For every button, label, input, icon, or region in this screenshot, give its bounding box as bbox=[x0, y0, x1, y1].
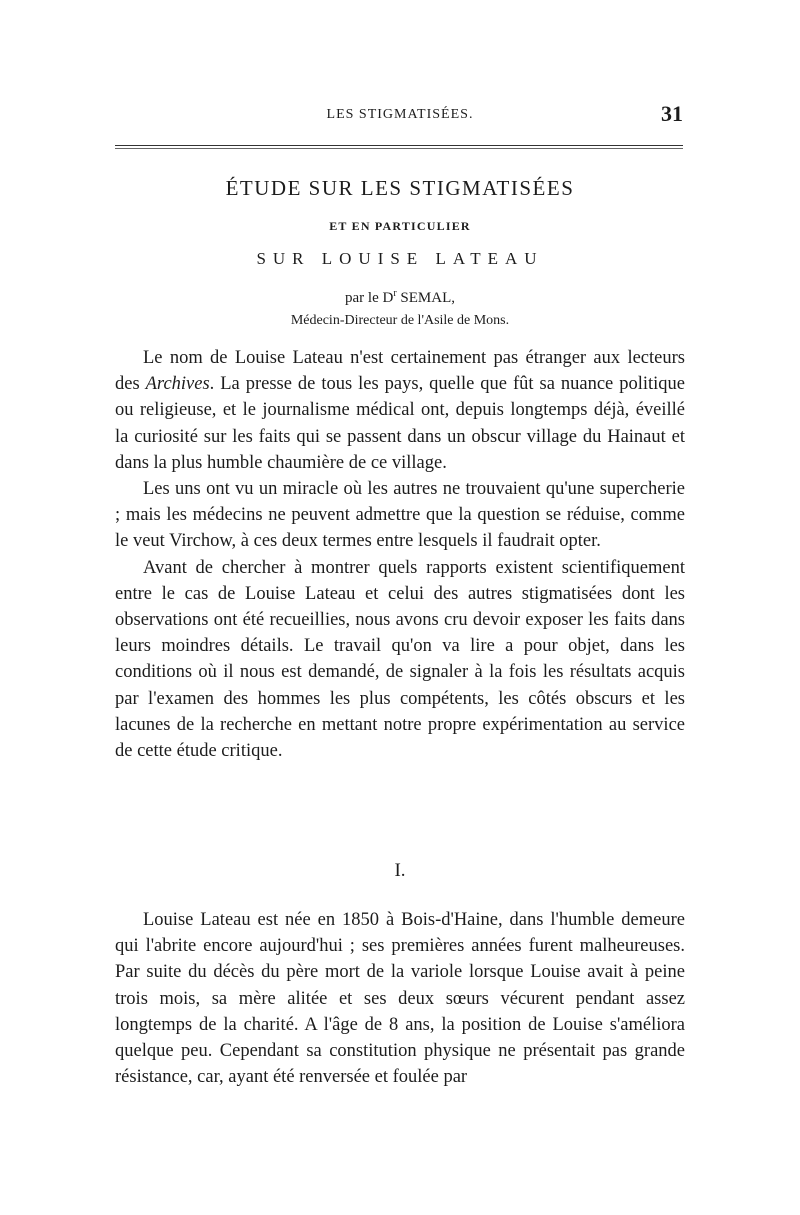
article-title: ÉTUDE SUR LES STIGMATISÉES bbox=[225, 176, 575, 200]
paragraph-1-italic: Archives bbox=[145, 374, 210, 395]
author-line bbox=[115, 288, 685, 307]
section-number: I. bbox=[394, 860, 406, 881]
running-head bbox=[115, 103, 685, 129]
article-subject: SUR LOUISE LATEAU bbox=[256, 249, 544, 268]
paragraph-3: Avant de chercher à montrer quels rapports existent scientifiquement entre le cas de Louise Lateau et celui des autres stigmatisées dont les observations ont été recueillies, nous avons cru devoir exposer les faits dans leurs moindres détails. Le travail qu'on va lire a pour objet, dans les conditions où il nous est demandé, de signaler à la fois les résultats acquis par l'examen des hommes les plus compétents, les côtés obscurs et les lacunes de la recherche en mettant notre propre expérimentation au service de cette étude critique. bbox=[115, 557, 685, 762]
paragraph-1 bbox=[115, 345, 685, 476]
paragraph-4: Louise Lateau est née en 1850 à Bois-d'Haine, dans l'humble demeure qui l'abrite encore aujourd'hui ; ses premières années furent malheureuses. Par suite du décès du père mort de la variole lorsque Louise avait à peine trois mois, sa mère alitée et ses deux sœurs vécurent pendant assez longtemps de la charité. A l'âge de 8 ans, la position de Louise s'améliora quelque peu. Cependant sa constitution physique ne présentait pas grande résistance, car, ayant été renversée et foulée par bbox=[115, 910, 685, 1088]
paragraph-2: Les uns ont vu un miracle où les autres ne trouvaient qu'une supercherie ; mais les médecins ne peuvent admettre que la question se réduise, comme le veut Virchow, à ces deux termes entre lesquels il faudrait opter. bbox=[115, 479, 685, 552]
header-rule bbox=[115, 145, 683, 149]
body-text-intro bbox=[115, 345, 685, 764]
body-text-section-1 bbox=[115, 907, 685, 1090]
page-number: 31 bbox=[661, 101, 683, 126]
paragraph-1-start: Le nom de Louise Lateau n'est certainement pas étranger aux lecteurs des bbox=[115, 348, 685, 395]
article-subtitle: ET EN PARTICULIER bbox=[329, 219, 471, 233]
author-prefix: par le D bbox=[345, 290, 394, 306]
paragraph-1-end: . La presse de tous les pays, quelle que fût sa nuance politique ou religieuse, et le journalisme médical ont, depuis longtemps déjà, éveillé la curiosité sur les faits qui se passent dans un obscur village du Hainaut et dans la plus humble chaumière de ce village. bbox=[115, 374, 685, 473]
running-head-title: LES STIGMATISÉES. bbox=[326, 107, 474, 122]
author-name: SEMAL, bbox=[396, 290, 455, 306]
author-role: Médecin-Directeur de l'Asile de Mons. bbox=[290, 313, 510, 328]
author-sup: r bbox=[393, 288, 397, 299]
